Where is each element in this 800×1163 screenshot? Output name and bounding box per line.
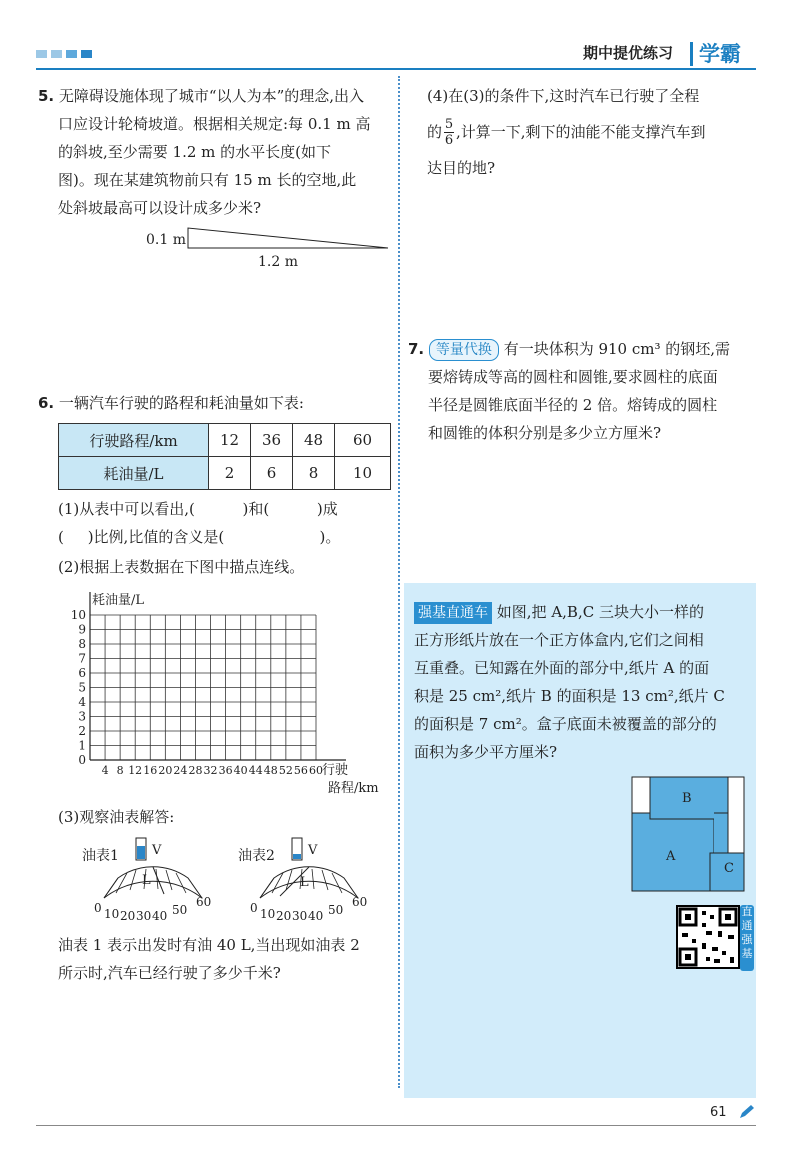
x-tick-label: 28 bbox=[188, 764, 203, 777]
question-5 bbox=[38, 82, 393, 222]
table-cell: 36 bbox=[251, 424, 293, 457]
question-7 bbox=[408, 335, 760, 447]
bonus-question bbox=[414, 598, 754, 766]
bonus-line-1: 如图,把 A,B,C 三块大小一样的 bbox=[496, 603, 704, 621]
pencil-icon bbox=[738, 1104, 756, 1120]
x-tick-label: 56 bbox=[293, 764, 308, 777]
question-5-line-2: 口应设计轮椅坡道。根据相关规定:每 0.1 m 高 bbox=[58, 115, 371, 133]
x-tick-label: 48 bbox=[263, 764, 278, 777]
header-separator bbox=[690, 42, 693, 66]
question-7-line-2: 要熔铸成等高的圆柱和圆锥,要求圆柱的底面 bbox=[428, 368, 718, 386]
header-rule bbox=[36, 68, 756, 70]
gauge-2-tick-20: 20 bbox=[276, 909, 292, 923]
chart-grid bbox=[90, 615, 316, 760]
question-5-line-4: 图)。现在某建筑物前只有 15 m 长的空地,此 bbox=[58, 171, 357, 189]
y-tick-label: 1 bbox=[78, 738, 86, 753]
ramp-figure bbox=[140, 222, 400, 272]
gauge-1-tick-50: 50 bbox=[172, 903, 188, 917]
part-4-line-2-post: ,计算一下,剩下的油能不能支撑汽车到 bbox=[456, 123, 706, 141]
fuel-gauge-1 bbox=[80, 832, 230, 924]
table-row-distance bbox=[59, 424, 391, 457]
qr-code-pattern bbox=[678, 907, 738, 967]
header-brand-logo: 学霸 bbox=[699, 42, 741, 66]
gauge-1-l-label: L bbox=[142, 873, 151, 888]
table-header-distance: 行驶路程/km bbox=[59, 424, 209, 457]
ramp-length-label: 1.2 m bbox=[258, 254, 298, 270]
question-6-part-3-text bbox=[58, 931, 398, 987]
mileage-fuel-table bbox=[58, 423, 391, 490]
header-title: 期中提优练习 bbox=[583, 44, 674, 62]
part-3-line-2: 所示时,汽车已经行驶了多少千米? bbox=[58, 964, 281, 982]
part-4-line-3: 达目的地? bbox=[427, 159, 496, 177]
y-tick-label: 9 bbox=[78, 622, 86, 637]
fraction-numerator: 5 bbox=[444, 116, 454, 132]
ramp-triangle bbox=[188, 228, 388, 248]
gauge-2-tick-50: 50 bbox=[328, 903, 344, 917]
question-6-part-2: (2)根据上表数据在下图中描点连线。 bbox=[58, 558, 305, 576]
chart-y-axis-label: 耗油量/L bbox=[92, 593, 145, 608]
table-cell: 6 bbox=[251, 457, 293, 490]
qr-code[interactable] bbox=[676, 905, 740, 969]
table-cell: 60 bbox=[335, 424, 391, 457]
question-6-part-1 bbox=[58, 495, 398, 551]
question-7-number: 7. bbox=[408, 340, 425, 358]
gauge-2-fuel-level bbox=[293, 854, 301, 859]
chart-x-axis-label-2: 路程/km bbox=[328, 781, 379, 796]
label-b: B bbox=[682, 791, 692, 806]
y-tick-label: 4 bbox=[78, 695, 86, 709]
y-tick-label: 6 bbox=[78, 666, 86, 680]
table-cell: 2 bbox=[209, 457, 251, 490]
question-7-line-1: 有一块体积为 910 cm³ 的钢坯,需 bbox=[503, 340, 731, 358]
question-6-part-4 bbox=[427, 82, 762, 182]
fuel-chart[interactable] bbox=[60, 588, 400, 796]
gauge-1-dial bbox=[104, 867, 202, 898]
x-tick-label: 40 bbox=[233, 764, 248, 777]
bonus-line-2: 正方形纸片放在一个正方体盒内,它们之间相 bbox=[414, 631, 704, 649]
y-tick-label: 3 bbox=[78, 709, 86, 724]
chart-y-ticks bbox=[71, 608, 87, 767]
bonus-tag: 强基直通车 bbox=[414, 602, 492, 624]
gauge-2-l-label: L bbox=[300, 875, 309, 890]
gauge-1-v-label: V bbox=[152, 843, 162, 858]
gauge-2-tick-10: 10 bbox=[260, 907, 276, 921]
x-tick-label: 32 bbox=[203, 764, 218, 777]
footer-rule bbox=[36, 1125, 756, 1126]
gauge-1-tick-30: 30 bbox=[136, 909, 152, 923]
table-cell: 48 bbox=[293, 424, 335, 457]
squares-figure bbox=[630, 775, 746, 895]
table-header-fuel: 耗油量/L bbox=[59, 457, 209, 490]
label-a: A bbox=[666, 849, 676, 864]
x-tick-label: 36 bbox=[218, 764, 233, 777]
fraction-denominator: 6 bbox=[444, 132, 454, 148]
x-tick-label: 12 bbox=[128, 764, 143, 777]
gauge-2-tick-40: 40 bbox=[308, 909, 324, 923]
y-tick-label: 7 bbox=[78, 651, 86, 666]
part-3-line-1: 油表 1 表示出发时有油 40 L,当出现如油表 2 bbox=[58, 936, 360, 954]
x-tick-label: 16 bbox=[143, 764, 158, 777]
bonus-line-5: 的面积是 7 cm²。盒子底面未被覆盖的部分的 bbox=[414, 715, 717, 733]
question-6-number: 6. bbox=[38, 394, 55, 412]
bonus-line-6: 面积为多少平方厘米? bbox=[414, 743, 558, 761]
table-cell: 10 bbox=[335, 457, 391, 490]
gauge-2-dial bbox=[260, 867, 358, 898]
label-c: C bbox=[724, 861, 734, 876]
chart-x-ticks bbox=[102, 764, 323, 777]
gauge-2-tick-60: 60 bbox=[352, 895, 368, 909]
x-tick-label: 44 bbox=[248, 764, 263, 777]
gauge-2-tick-0: 0 bbox=[250, 901, 258, 915]
table-row-fuel bbox=[59, 457, 391, 490]
question-6-intro-text: 一辆汽车行驶的路程和耗油量如下表: bbox=[58, 394, 304, 412]
question-7-line-4: 和圆锥的体积分别是多少立方厘米? bbox=[428, 424, 662, 442]
table-cell: 12 bbox=[209, 424, 251, 457]
x-tick-label: 20 bbox=[158, 764, 173, 777]
part-4-line-2-pre: 的 bbox=[427, 123, 443, 141]
bonus-line-3: 互重叠。已知露在外面的部分中,纸片 A 的面 bbox=[414, 659, 710, 677]
qr-side-label: 直通强基 bbox=[740, 905, 754, 971]
gauge-1-tick-10: 10 bbox=[104, 907, 120, 921]
fuel-gauge-2 bbox=[236, 832, 386, 924]
question-6-intro bbox=[38, 389, 393, 417]
gauge-2-tick-30: 30 bbox=[292, 909, 308, 923]
part-1-line-1: (1)从表中可以看出,( )和( )成 bbox=[58, 500, 338, 518]
square-b-side bbox=[714, 813, 728, 853]
x-tick-label: 52 bbox=[278, 764, 293, 777]
fraction bbox=[444, 117, 454, 148]
gauge-1-label: 油表1 bbox=[82, 848, 119, 864]
y-tick-label: 8 bbox=[78, 637, 86, 651]
y-tick-label: 0 bbox=[78, 753, 86, 767]
table-cell: 8 bbox=[293, 457, 335, 490]
chart-axes bbox=[90, 592, 346, 760]
x-tick-label: 8 bbox=[116, 764, 124, 777]
chart-x-axis-label-1: 行驶 bbox=[322, 763, 349, 778]
gauge-1-tick-20: 20 bbox=[120, 909, 136, 923]
x-tick-label: 60 bbox=[309, 764, 323, 777]
gauge-1-tick-60: 60 bbox=[196, 895, 212, 909]
y-tick-label: 5 bbox=[78, 680, 86, 695]
question-5-number: 5. bbox=[38, 87, 55, 105]
gauge-1-tick-0: 0 bbox=[94, 901, 102, 915]
gauge-2-v-label: V bbox=[308, 843, 318, 858]
question-6-part-3: (3)观察油表解答: bbox=[58, 808, 175, 826]
y-tick-label: 10 bbox=[70, 608, 86, 622]
question-7-line-3: 半径是圆锥底面半径的 2 倍。熔铸成的圆柱 bbox=[428, 396, 718, 414]
gauge-2-label: 油表2 bbox=[238, 848, 275, 864]
header-decoration bbox=[36, 50, 92, 58]
gauge-1-fuel-level bbox=[137, 846, 145, 859]
question-5-line-5: 处斜坡最高可以设计成多少米? bbox=[58, 199, 262, 217]
x-tick-label: 4 bbox=[101, 764, 109, 777]
part-1-line-2: ( )比例,比值的含义是( )。 bbox=[58, 528, 341, 546]
gauge-1-tick-40: 40 bbox=[152, 909, 168, 923]
x-tick-label: 24 bbox=[173, 764, 188, 777]
equivalent-substitution-tag: 等量代换 bbox=[429, 339, 499, 361]
question-5-line-1: 无障碍设施体现了城市“以人为本”的理念,出入 bbox=[58, 87, 365, 105]
bonus-line-4: 积是 25 cm²,纸片 B 的面积是 13 cm²,纸片 C bbox=[414, 687, 725, 705]
part-4-line-1: (4)在(3)的条件下,这时汽车已行驶了全程 bbox=[427, 87, 700, 105]
ramp-height-label: 0.1 m bbox=[146, 232, 186, 248]
question-5-line-3: 的斜坡,至少需要 1.2 m 的水平长度(如下 bbox=[58, 143, 332, 161]
y-tick-label: 2 bbox=[78, 724, 86, 738]
page-number: 61 bbox=[710, 1105, 727, 1120]
